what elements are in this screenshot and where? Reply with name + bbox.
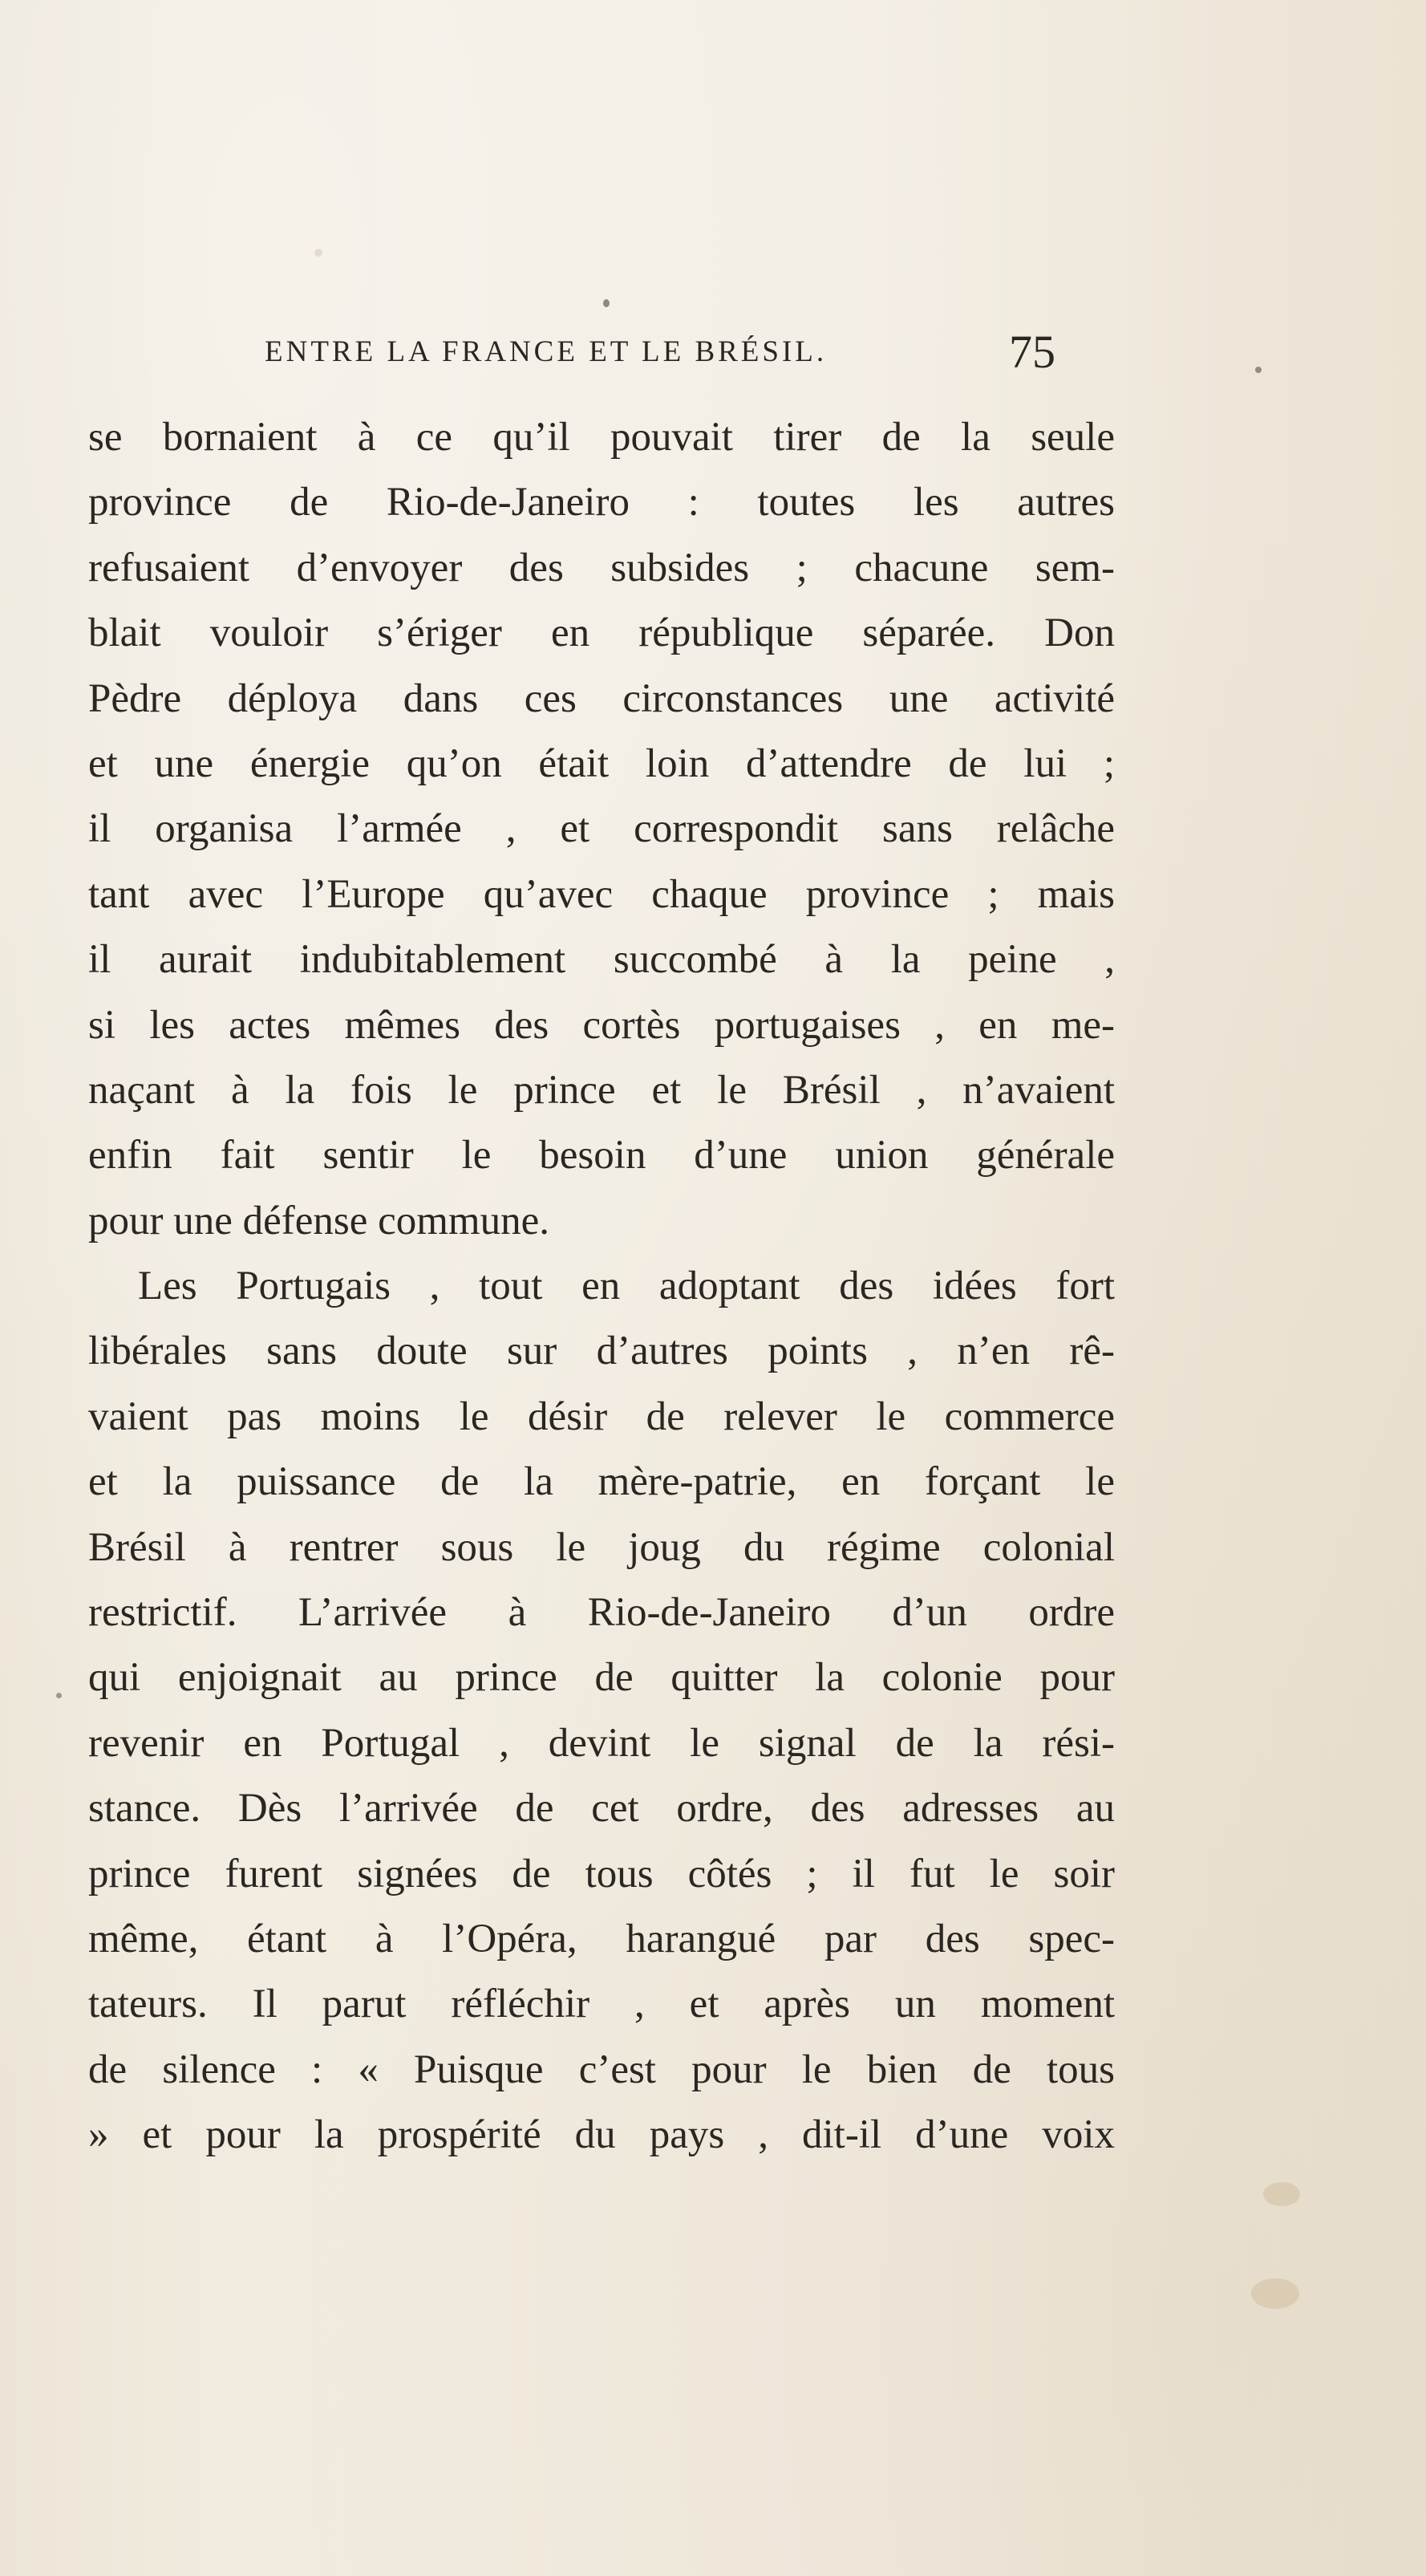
paper-stain xyxy=(1251,2278,1299,2309)
text-line: tant avec l’Europe qu’avec chaque province ; mais xyxy=(88,871,1115,917)
text-line: refusaient d’envoyer des subsides ; chacune sem- xyxy=(88,545,1115,590)
paper-stain xyxy=(314,249,322,257)
text-line: libérales sans doute sur d’autres points , n’en rê- xyxy=(88,1329,1115,1374)
paper-stain xyxy=(56,1693,62,1698)
running-head: ENTRE LA FRANCE ET LE BRÉSIL. xyxy=(265,335,828,368)
paper-stain xyxy=(603,299,610,307)
text-line: si les actes mêmes des cortès portugaises , en me- xyxy=(88,1002,1115,1048)
text-line: même, étant à l’Opéra, harangué par des spec- xyxy=(88,1916,1115,1961)
text-line: » et pour la prospérité du pays , dit-il d’une voix xyxy=(88,2112,1115,2158)
text-line: qui enjoignait au prince de quitter la colonie pour xyxy=(88,1655,1115,1701)
text-line: restrictif. L’arrivée à Rio-de-Janeiro d’un ordre xyxy=(88,1590,1115,1636)
text-line: Brésil à rentrer sous le joug du régime colonial xyxy=(88,1524,1115,1570)
page-number: 75 xyxy=(1009,326,1055,378)
text-line: de silence : « Puisque c’est pour le bien de tous xyxy=(88,2047,1115,2092)
text-line: province de Rio-de-Janeiro : toutes les autres xyxy=(88,480,1115,525)
text-line: revenir en Portugal , devint le signal de la rési- xyxy=(88,1720,1115,1766)
text-line: naçant à la fois le prince et le Brésil , n’avaient xyxy=(88,1067,1115,1113)
text-line: Pèdre déploya dans ces circonstances une activité xyxy=(88,675,1115,721)
page-header xyxy=(88,325,1115,381)
text-line: stance. Dès l’arrivée de cet ordre, des adresses au xyxy=(88,1786,1115,1832)
text-line: se bornaient à ce qu’il pouvait tirer de la seule xyxy=(88,415,1115,460)
body-text xyxy=(88,405,1115,2168)
text-line: il organisa l’armée , et correspondit sans relâche xyxy=(88,806,1115,852)
text-line: vaient pas moins le désir de relever le commerce xyxy=(88,1393,1115,1439)
text-line: il aurait indubitablement succombé à la peine , xyxy=(88,937,1115,983)
text-line: enfin fait sentir le besoin d’une union générale xyxy=(88,1133,1115,1178)
text-line: blait vouloir s’ériger en république séparée. Don xyxy=(88,611,1115,656)
text-line: pour une défense commune. xyxy=(88,1198,549,1243)
text-line: prince furent signées de tous côtés ; il fut le soir xyxy=(88,1851,1115,1897)
text-line: et la puissance de la mère-patrie, en forçant le xyxy=(88,1459,1115,1505)
paper-stain xyxy=(1255,367,1262,373)
text-line: et une énergie qu’on était loin d’attendre de lui ; xyxy=(88,740,1115,786)
paper-stain xyxy=(1263,2182,1300,2206)
text-line: tateurs. Il parut réfléchir , et après un moment xyxy=(88,1982,1115,2027)
text-line: Les Portugais , tout en adoptant des idées fort xyxy=(138,1264,1115,1309)
